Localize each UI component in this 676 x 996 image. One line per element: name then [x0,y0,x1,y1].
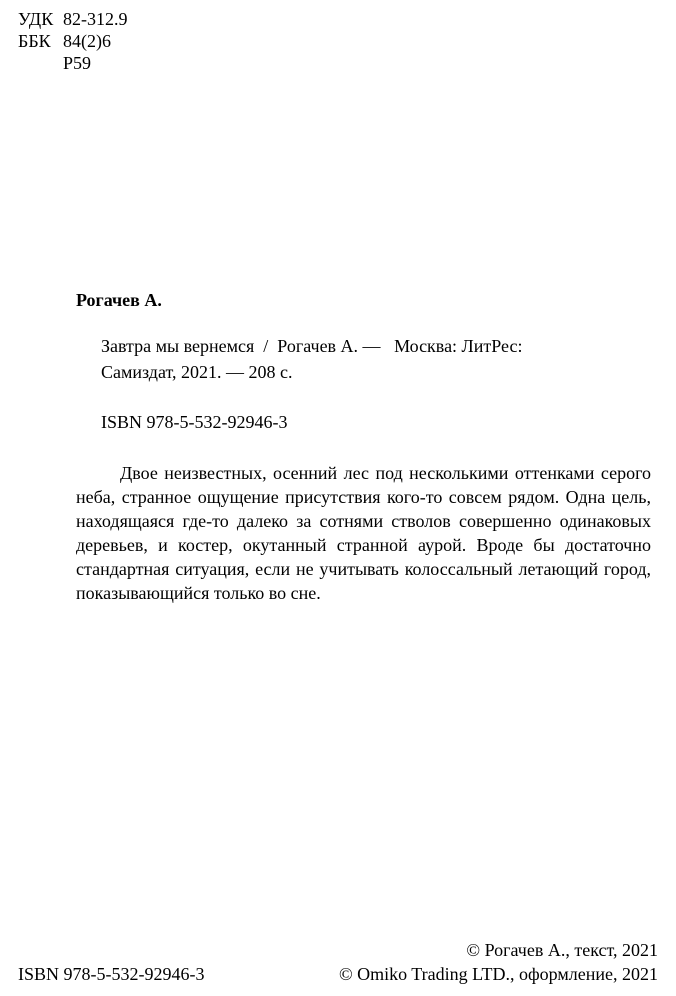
copyright-block [339,938,658,986]
udc-label: УДК [18,9,54,29]
copyright-design: © Omiko Trading LTD., оформление, 2021 [338,964,658,984]
author-sign-label [18,52,63,74]
footer-isbn: ISBN 978-5-532-92946-3 [18,964,205,984]
udc-value: 82-312.9 [63,9,128,29]
bbk-value: 84(2)6 [63,31,111,51]
bib-responsibility: Рогачев А. — [277,336,381,356]
author-sign-row [18,52,128,74]
bib-line-1 [101,333,581,359]
isbn-main: ISBN 978-5-532-92946-3 [101,412,288,432]
bib-separator: / [263,336,269,356]
bib-publisher-cont: Самиздат, 2021. — 208 с. [101,362,293,382]
bib-line-2 [101,359,581,385]
bbk-row [18,30,128,52]
bib-place-publisher: Москва: ЛитРес: [394,336,523,356]
classification-block [18,8,128,74]
author-sign-value: Р59 [63,53,92,73]
annotation: Двое неизвестных, осенний лес под несколькими оттенками серого неба, странное ощущение присутствия кого-то совсем рядом. Одна цель, находящаяся где-то далеко за сотнями стволов совершенно одинаковых деревьев, и костер, окутанный странной аурой. Вроде бы достаточно стандартная ситуация, если не учитывать колоссальный летающий город, показывающийся только во сне. [76,463,651,603]
bbk-label: ББК [18,31,51,51]
udc-row [18,8,128,30]
bib-title: Завтра мы вернемся [101,336,255,356]
bibliographic-entry [101,333,581,385]
copyright-text: © Рогачев А., текст, 2021 [466,940,658,960]
author-heading: Рогачев А. [76,290,162,310]
